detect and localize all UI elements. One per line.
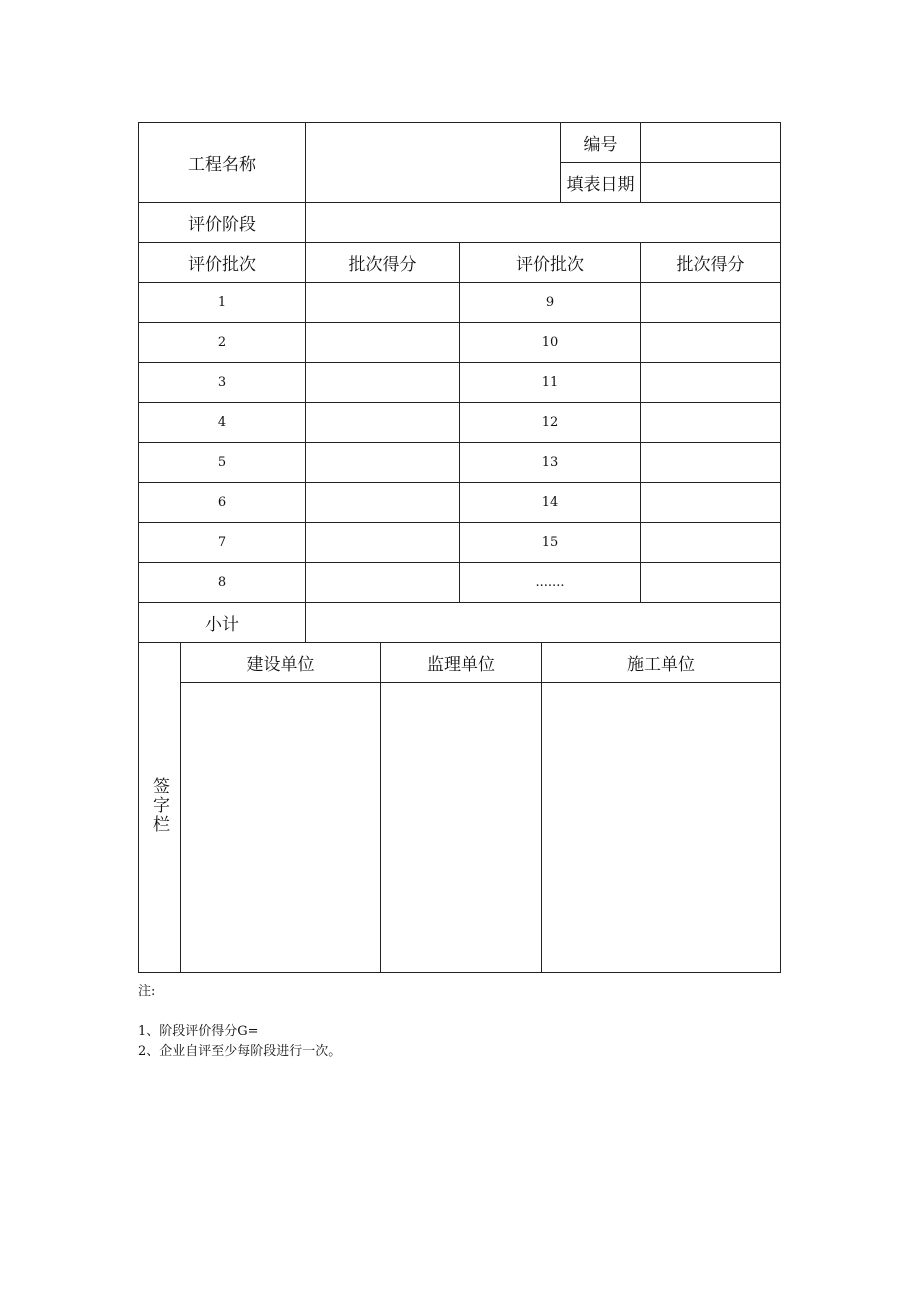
batch-number-left: 6: [139, 483, 306, 523]
note-item-2: 2、企业自评至少每阶段进行一次。: [138, 1044, 342, 1059]
stage-field[interactable]: [306, 203, 781, 243]
date-label: 填表日期: [561, 163, 641, 203]
notes-section: [138, 982, 341, 1062]
project-name-field[interactable]: [306, 123, 561, 203]
batch-number-right: 14: [460, 483, 641, 523]
batch-number-left: 7: [139, 523, 306, 563]
score-cell-left[interactable]: [306, 483, 460, 523]
batch-number-right: 10: [460, 323, 641, 363]
notes-spacer: [138, 1002, 341, 1022]
score-cell-right[interactable]: [641, 363, 781, 403]
table-row: [139, 363, 781, 403]
table-row: [139, 443, 781, 483]
table-row: [139, 523, 781, 563]
contractor-unit-signature-box[interactable]: [542, 683, 781, 973]
subtotal-label: 小计: [139, 603, 306, 643]
table-row: [139, 483, 781, 523]
score-cell-right[interactable]: [641, 443, 781, 483]
evaluation-form-table: [138, 122, 781, 973]
score-cell-left[interactable]: [306, 323, 460, 363]
batch-number-left: 8: [139, 563, 306, 603]
batch-number-right: 11: [460, 363, 641, 403]
score-cell-right[interactable]: [641, 563, 781, 603]
date-field[interactable]: [641, 163, 781, 203]
score-cell-left[interactable]: [306, 443, 460, 483]
score-cell-right[interactable]: [641, 483, 781, 523]
score-cell-right[interactable]: [641, 323, 781, 363]
batch-header-right: 评价批次: [460, 243, 641, 283]
score-cell-left[interactable]: [306, 563, 460, 603]
subtotal-field[interactable]: [306, 603, 781, 643]
score-header-right: 批次得分: [641, 243, 781, 283]
score-cell-left[interactable]: [306, 403, 460, 443]
batch-number-left: 3: [139, 363, 306, 403]
batch-number-right: 12: [460, 403, 641, 443]
supervision-unit-header: 监理单位: [381, 643, 542, 683]
construction-unit-header: 建设单位: [181, 643, 381, 683]
note-item-1: 1、阶段评价得分G=: [138, 1024, 259, 1039]
stage-label: 评价阶段: [139, 203, 306, 243]
batch-number-right: .......: [460, 563, 641, 603]
contractor-unit-header: 施工单位: [542, 643, 781, 683]
batch-header-left: 评价批次: [139, 243, 306, 283]
batch-number-left: 5: [139, 443, 306, 483]
project-name-label: 工程名称: [139, 123, 306, 203]
code-field[interactable]: [641, 123, 781, 163]
score-cell-left[interactable]: [306, 363, 460, 403]
score-cell-right[interactable]: [641, 403, 781, 443]
batch-number-right: 9: [460, 283, 641, 323]
score-cell-left[interactable]: [306, 283, 460, 323]
score-cell-right[interactable]: [641, 523, 781, 563]
score-header-left: 批次得分: [306, 243, 460, 283]
table-row: [139, 283, 781, 323]
batch-number-left: 2: [139, 323, 306, 363]
table-row: [139, 323, 781, 363]
score-cell-right[interactable]: [641, 283, 781, 323]
batch-number-right: 13: [460, 443, 641, 483]
signature-section-label: [139, 643, 181, 973]
table-row: [139, 563, 781, 603]
score-cell-left[interactable]: [306, 523, 460, 563]
signature-label-text: 签字栏: [149, 776, 169, 834]
code-label: 编号: [561, 123, 641, 163]
table-row: [139, 403, 781, 443]
notes-title: 注:: [138, 984, 156, 999]
batch-number-right: 15: [460, 523, 641, 563]
batch-number-left: 1: [139, 283, 306, 323]
supervision-unit-signature-box[interactable]: [381, 683, 542, 973]
construction-unit-signature-box[interactable]: [181, 683, 381, 973]
batch-number-left: 4: [139, 403, 306, 443]
